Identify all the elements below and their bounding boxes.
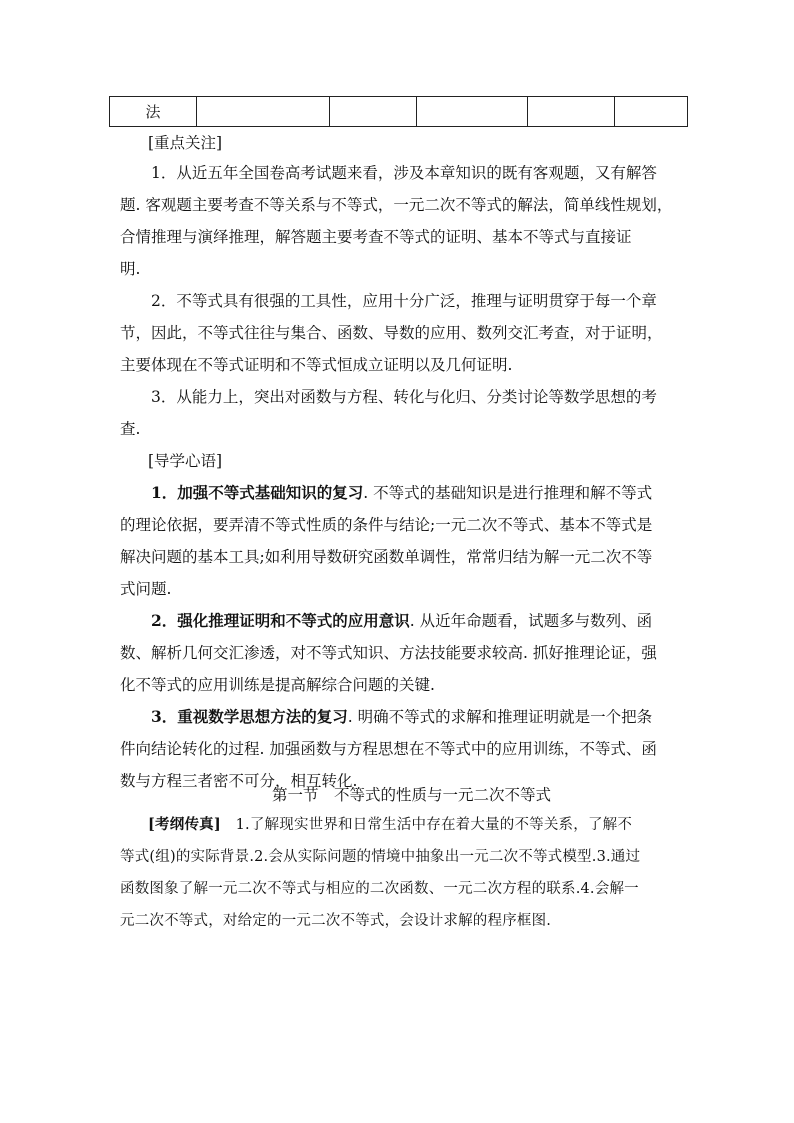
guide-p3-line: 件向结论转化的过程. 加强函数与方程思想在不等式中的应用训练，不等式、函: [120, 740, 657, 758]
guide-p1-first-line: [151, 483, 652, 503]
guide-p3-rest: . 明确不等式的求解和推理证明就是一个把条: [347, 708, 653, 726]
table-cell: [197, 97, 330, 127]
focus-p3-line: 3．从能力上，突出对函数与方程、转化与化归、分类讨论等数学思想的考: [151, 388, 657, 406]
guide-p1-bold: 1．加强不等式基础知识的复习: [151, 483, 364, 502]
guide-p1-line: 解决问题的基本工具;如利用导数研究函数单调性，常常归结为解一元二次不等: [120, 548, 653, 566]
guide-p1-rest: . 不等式的基础知识是进行推理和解不等式: [363, 484, 653, 502]
guide-p1-line: 式问题.: [120, 580, 172, 598]
guide-p2-line: 数、解析几何交汇渗透，对不等式知识、方法技能要求较高. 抓好推理论证，强: [120, 644, 657, 662]
table-cell: 法: [110, 97, 197, 127]
focus-p2-line: 主要体现在不等式证明和不等式恒成立证明以及几何证明.: [120, 356, 513, 374]
guide-p1-line: 的理论依据，要弄清不等式性质的条件与结论;一元二次不等式、基本不等式是: [120, 516, 653, 534]
guide-p3-line: 数与方程三者密不可分，相互转化.: [120, 772, 358, 790]
guide-p3-first-line: [151, 707, 652, 727]
guide-p2-line: 化不等式的应用训练是提高解综合问题的关键.: [120, 676, 435, 694]
focus-p1-line: 题. 客观题主要考查不等关系与不等式，一元二次不等式的解法，简单线性规划，: [120, 196, 673, 214]
outline-first-line: [148, 815, 632, 835]
table-cell: [528, 97, 615, 127]
section-title: 第一节 不等式的性质与一元二次不等式: [272, 786, 552, 804]
focus-heading: [重点关注]: [148, 134, 223, 152]
focus-p2-line: 节，因此，不等式往往与集合、函数、导数的应用、数列交汇考查，对于证明，: [120, 324, 663, 342]
outline-line: 元二次不等式，对给定的一元二次不等式，会设计求解的程序框图.: [120, 913, 552, 929]
table-cell: [417, 97, 528, 127]
guide-heading: [导学心语]: [148, 452, 223, 470]
focus-p1-line: 明.: [120, 260, 141, 278]
guide-p2-rest: . 从近年命题看，试题多与数列、函: [409, 612, 653, 630]
focus-p1-line: 合情推理与演绎推理，解答题主要考查不等式的证明、基本不等式与直接证: [120, 228, 632, 246]
table-cell: [330, 97, 417, 127]
guide-p2-first-line: [151, 611, 652, 631]
focus-p1-line: 1．从近五年全国卷高考试题来看，涉及本章知识的既有客观题，又有解答: [151, 164, 657, 182]
focus-p2-line: 2．不等式具有很强的工具性，应用十分广泛，推理与证明贯穿于每一个章: [151, 292, 657, 310]
guide-p2-bold: 2．强化推理证明和不等式的应用意识: [151, 611, 410, 630]
method-table: [109, 96, 688, 127]
outline-line: 函数图象了解一元二次不等式与相应的二次函数、一元二次方程的联系.4.会解一: [120, 881, 639, 897]
guide-p3-bold: 3．重视数学思想方法的复习: [151, 707, 348, 726]
table-row: [110, 97, 688, 127]
outline-line: 等式(组)的实际背景.2.会从实际问题的情境中抽象出一元二次不等式模型.3.通过: [120, 849, 641, 865]
outline-label: [考纲传真]: [148, 816, 221, 833]
table-cell: [615, 97, 688, 127]
focus-p3-line: 查.: [120, 420, 141, 438]
outline-rest: 1.了解现实世界和日常生活中存在着大量的不等关系，了解不: [220, 817, 633, 833]
